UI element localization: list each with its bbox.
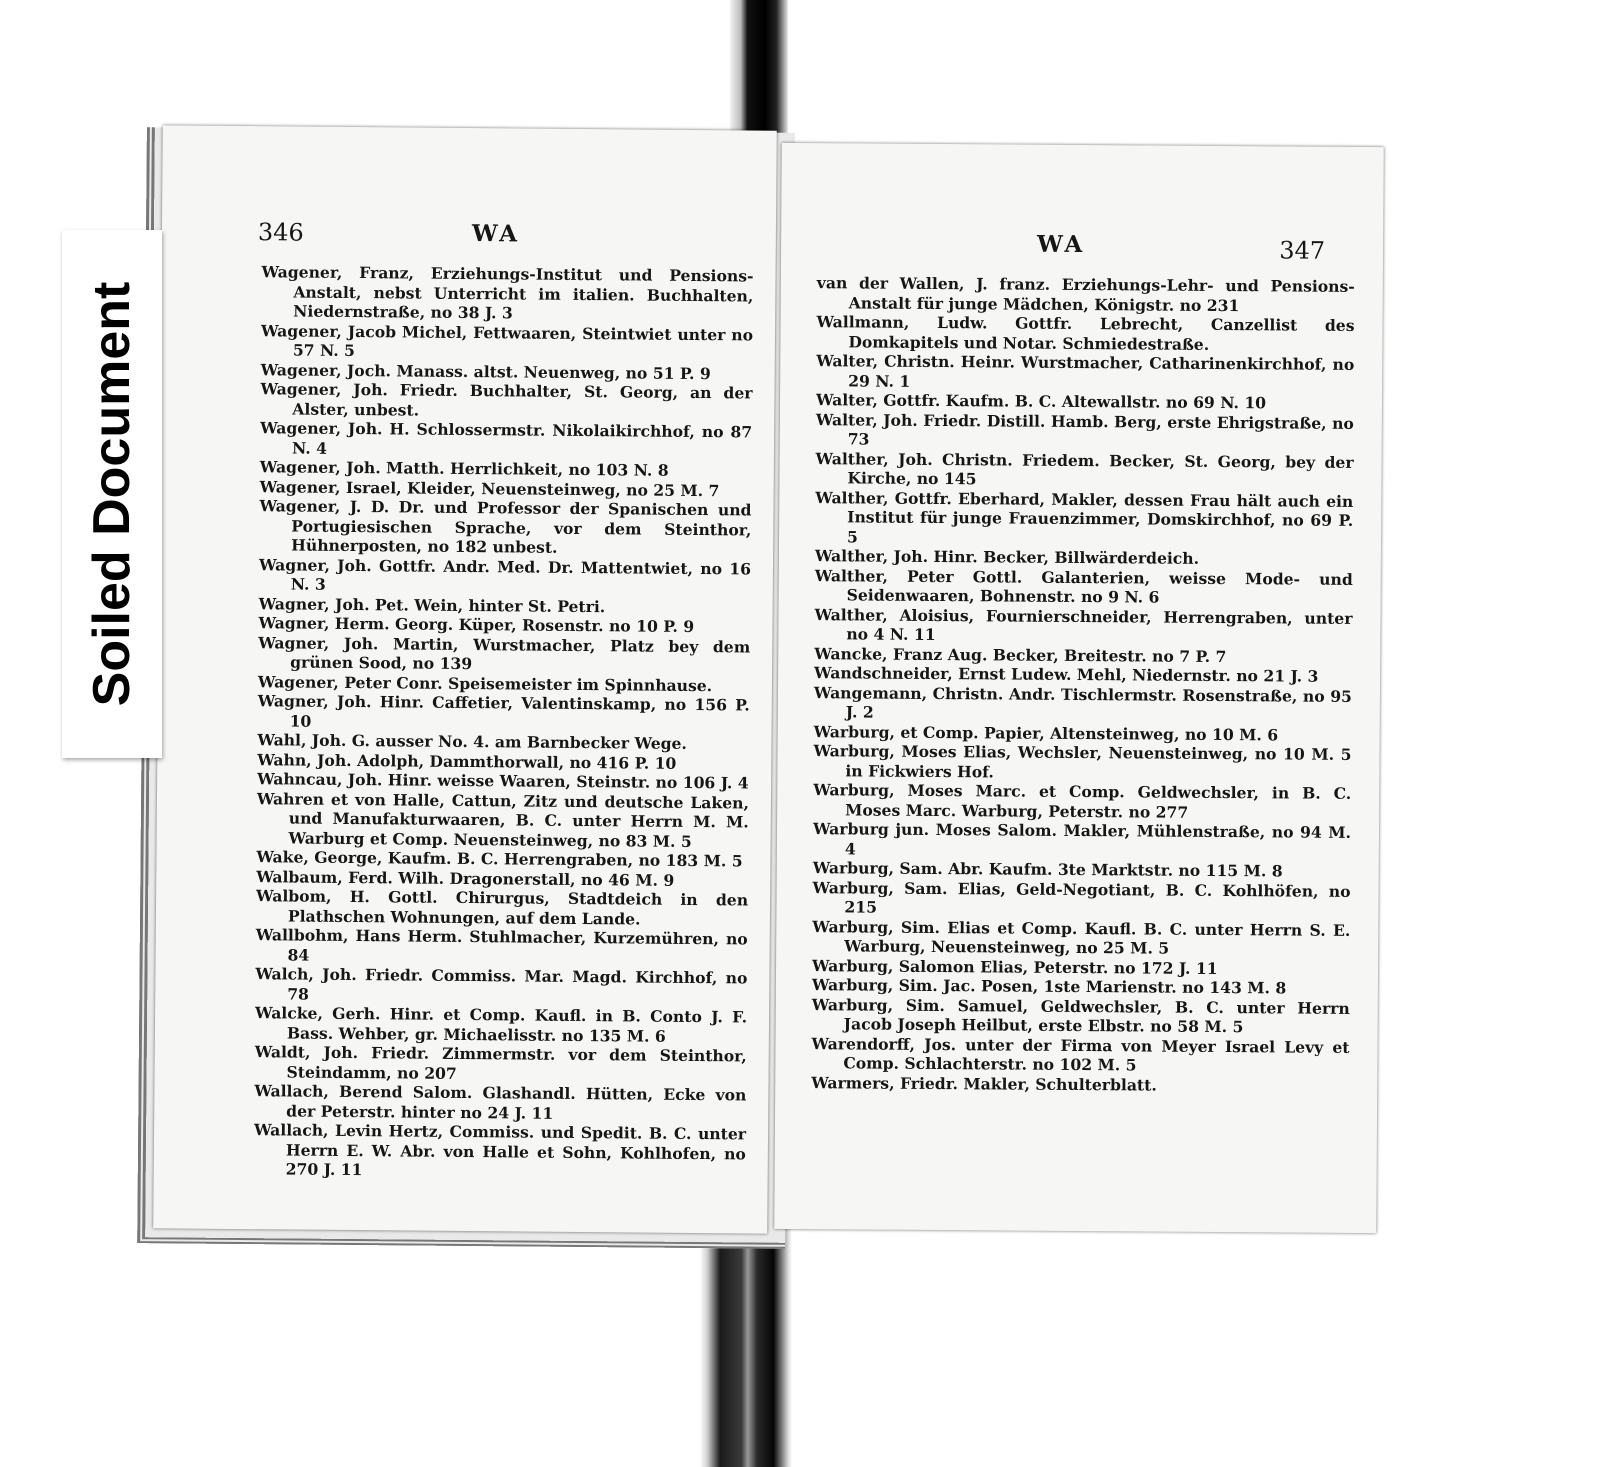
directory-entry: Walther, Aloisius, Fournierschneider, Herrengraben, unter no 4 N. 11 bbox=[814, 604, 1353, 644]
directory-entry: Walther, Peter Gottl. Galanterien, weisse Mode- und Seidenwaaren, Bohnenstr. no 9 N. 6 bbox=[814, 565, 1353, 607]
directory-entry: Wagener, Joh. Friedr. Buchhalter, St. Georg, an der Alster, unbest. bbox=[260, 379, 753, 420]
directory-entry: Wahl, Joh. G. ausser No. 4. am Barnbecker Wege. bbox=[257, 730, 688, 753]
directory-entry: Wandschneider, Ernst Ludew. Mehl, Niedernstr. no 21 J. 3 bbox=[814, 663, 1319, 686]
directory-entry: Warmers, Friedr. Makler, Schulterblatt. bbox=[811, 1072, 1157, 1095]
directory-entry: Wagener, Joh. H. Schlossermstr. Nikolaikirchhof, no 87 N. 4 bbox=[260, 418, 753, 458]
directory-entry: Wake, George, Kaufm. B. C. Herrengraben, no 183 M. 5 bbox=[256, 847, 743, 871]
soiled-document-label-text: Soiled Document bbox=[83, 281, 141, 707]
directory-entry: Wallach, Berend Salom. Glashandl. Hütten, Ecke von der Peterstr. hinter no 24 J. 11 bbox=[254, 1081, 747, 1123]
directory-entry: Walther, Joh. Hinr. Becker, Billwärderdeich. bbox=[814, 546, 1200, 568]
directory-entry: Wallbohm, Hans Herm. Stuhlmacher, Kurzemühren, no 84 bbox=[255, 925, 748, 965]
directory-entry: Walter, Christn. Heinr. Wurstmacher, Catharinenkirchhof, no 29 N. 1 bbox=[816, 351, 1355, 391]
right-page-header bbox=[817, 229, 1355, 277]
book-spine-bottom bbox=[700, 1220, 792, 1467]
directory-entry: Wancke, Franz Aug. Becker, Breitestr. no 7 P. 7 bbox=[814, 643, 1227, 666]
directory-entry: Walcke, Gerh. Hinr. et Comp. Kaufl. in B. Conto J. F. Bass. Wehber, gr. Michaelisstr. no 135 M. 6 bbox=[255, 1003, 748, 1046]
right-page bbox=[774, 143, 1384, 1233]
directory-entry: Walther, Gottfr. Eberhard, Makler, dessen Frau hält auch ein Institut für junge Frauenzimmer, Domskirchhof, no 69 P. 5 bbox=[815, 487, 1354, 546]
directory-entry: Walbaum, Ferd. Wilh. Dragonerstall, no 46 M. 9 bbox=[256, 866, 675, 890]
directory-entry: Walbom, H. Gottl. Chirurgus, Stadtdeich in den Plathschen Wohnungen, auf dem Lande. bbox=[256, 886, 749, 929]
directory-entry: Warburg, Moses Elias, Wechsler, Neuensteinweg, no 10 M. 5 in Fickwiers Hof. bbox=[813, 741, 1352, 781]
directory-entry: Wagner, Herm. Georg. Küper, Rosenstr. no 10 P. 9 bbox=[258, 613, 695, 636]
directory-entry: Wahren et von Halle, Cattun, Zitz und deutsche Laken, und Manufakturwaaren, B. C. unter Herrn M. M. Warburg et Comp. Neuensteinweg, no 83 M. 5 bbox=[256, 788, 750, 851]
directory-entry: Walter, Joh. Friedr. Distill. Hamb. Berg, erste Ehrigstraße, no 73 bbox=[815, 409, 1354, 449]
directory-entry: Warburg, Sam. Elias, Geld-Negotiant, B. C. Kohlhöfen, no 215 bbox=[812, 877, 1351, 917]
directory-entry: Wallmann, Ludw. Gottfr. Lebrecht, Canzellist des Domkapitels und Notar. Schmiedestraße. bbox=[816, 312, 1355, 354]
directory-entry: Wagener, Peter Conr. Speisemeister im Spinnhause. bbox=[257, 671, 713, 695]
directory-entry: Wagener, Joch. Manass. altst. Neuenweg, no 51 P. 9 bbox=[260, 359, 711, 383]
directory-entry: van der Wallen, J. franz. Erziehungs-Lehr- und Pensions-Anstalt für junge Mädchen, Königstr. no 231 bbox=[816, 273, 1355, 315]
directory-entry: Wagener, Franz, Erziehungs-Institut und Pensions-Anstalt, nebst Unterricht im italien. Buchhalten, Niedernstraße, no 38 J. 3 bbox=[261, 262, 754, 323]
directory-entry: Warburg, Sim. Samuel, Geldwechsler, B. C. unter Herrn Jacob Joseph Heilbut, erste Elbstr. no 58 M. 5 bbox=[811, 994, 1350, 1037]
directory-entry: Warendorff, Jos. unter der Firma von Meyer Israel Levy et Comp. Schlachterstr. no 102 M. 5 bbox=[811, 1033, 1350, 1075]
left-page bbox=[153, 125, 777, 1233]
right-page-number: 347 bbox=[1279, 236, 1326, 265]
directory-entry: Wagner, Joh. Hinr. Caffetier, Valentinskamp, no 156 P. 10 bbox=[257, 691, 750, 731]
directory-entry: Warburg, Moses Marc. et Comp. Geldwechsler, in B. C. Moses Marc. Warburg, Peterstr. no 277 bbox=[813, 780, 1352, 822]
left-page-number: 346 bbox=[257, 218, 304, 247]
directory-entry: Wagner, Joh. Pet. Wein, hinter St. Petri. bbox=[258, 593, 606, 616]
directory-entry: Wagener, J. D. Dr. und Professor der Spanischen und Portugiesischen Sprache, vor dem Steinthor, Hühnerposten, no 182 unbest. bbox=[259, 496, 752, 557]
right-entry-list bbox=[811, 273, 1355, 1096]
directory-entry: Wagener, Israel, Kleider, Neuensteinweg, no 25 M. 7 bbox=[259, 476, 720, 500]
directory-entry: Warburg, Salomon Elias, Peterstr. no 172 J. 11 bbox=[811, 955, 1218, 978]
directory-entry: Warburg, Sim. Jac. Posen, 1ste Marienstr. no 143 M. 8 bbox=[811, 975, 1287, 998]
directory-entry: Wagner, Joh. Martin, Wurstmacher, Platz bey dem grünen Sood, no 139 bbox=[258, 632, 751, 674]
directory-entry: Wahn, Joh. Adolph, Dammthorwall, no 416 P. 10 bbox=[257, 749, 677, 773]
directory-entry: Warburg, Sim. Elias et Comp. Kaufl. B. C. unter Herrn S. E. Warburg, Neuensteinweg, no 25 M. 5 bbox=[812, 916, 1351, 958]
directory-entry: Warburg, Sam. Abr. Kaufm. 3te Marktstr. no 115 M. 8 bbox=[812, 858, 1283, 881]
directory-entry: Wallach, Levin Hertz, Commiss. und Spedit. B. C. unter Herrn E. W. Abr. von Halle et Sohn, Kohlhofen, no 270 J. 11 bbox=[253, 1120, 747, 1180]
directory-entry: Warburg jun. Moses Salom. Makler, Mühlenstraße, no 94 M. 4 bbox=[812, 819, 1352, 858]
left-entry-list bbox=[254, 262, 754, 1183]
directory-entry: Walter, Gottfr. Kaufm. B. C. Altewallstr. no 69 N. 10 bbox=[815, 390, 1267, 413]
directory-entry: Wahncau, Joh. Hinr. weisse Waaren, Steinstr. no 106 J. 4 bbox=[257, 769, 749, 793]
left-page-header bbox=[257, 218, 754, 266]
directory-entry: Wagener, Jacob Michel, Fettwaaren, Steintwiet unter no 57 N. 5 bbox=[260, 320, 754, 361]
directory-entry: Wangemann, Christn. Andr. Tischlermstr. Rosenstraße, no 95 J. 2 bbox=[813, 682, 1353, 722]
soiled-document-label bbox=[62, 230, 162, 758]
directory-entry: Wagener, Joh. Matth. Herrlichkeit, no 103 N. 8 bbox=[259, 457, 669, 480]
directory-entry: Walther, Joh. Christn. Friedem. Becker, St. Georg, bey der Kirche, no 145 bbox=[815, 448, 1354, 489]
directory-entry: Walch, Joh. Friedr. Commiss. Mar. Magd. Kirchhof, no 78 bbox=[255, 964, 748, 1004]
left-running-head: WA bbox=[471, 220, 521, 248]
directory-entry: Waldt, Joh. Friedr. Zimmermstr. vor dem Steinthor, Steindamm, no 207 bbox=[254, 1042, 747, 1083]
directory-entry: Warburg, et Comp. Papier, Altensteinweg, no 10 M. 6 bbox=[813, 721, 1279, 744]
right-running-head: WA bbox=[1037, 230, 1086, 259]
directory-entry: Wagner, Joh. Gottfr. Andr. Med. Dr. Mattentwiet, no 16 N. 3 bbox=[258, 554, 752, 594]
